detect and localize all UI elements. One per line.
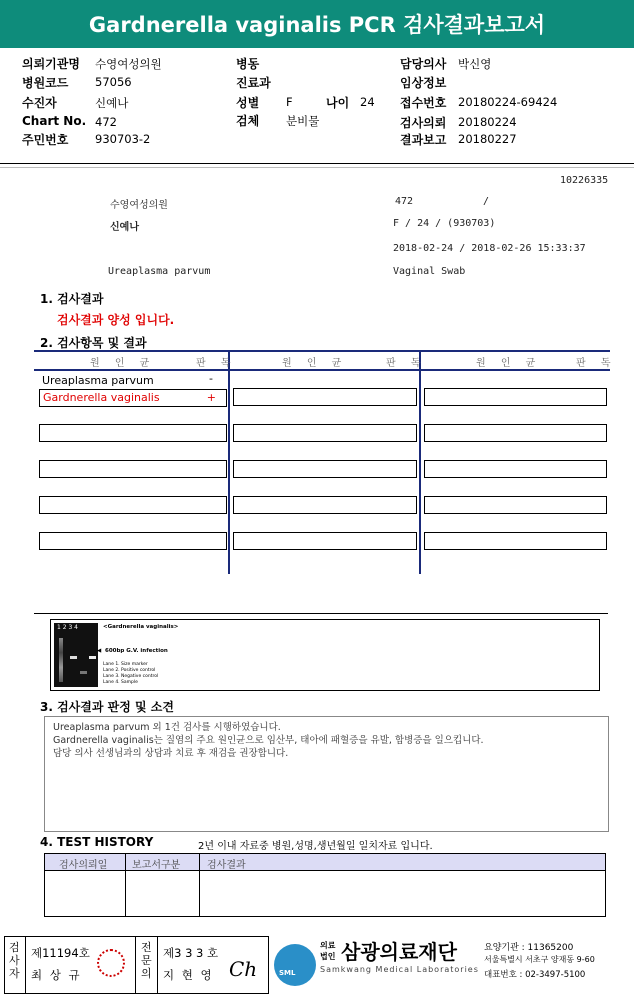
empty-cell xyxy=(424,532,607,550)
confirm-label: 전문의 xyxy=(141,941,152,980)
sml-logo-icon xyxy=(274,944,316,986)
result-name-2: Gardnerella vaginalis xyxy=(43,391,160,404)
empty-cell xyxy=(233,388,417,406)
table-divider-1 xyxy=(228,350,230,574)
inspector-name: 최 상 규 xyxy=(31,968,82,982)
org-prefix-2: 법인 xyxy=(320,952,336,961)
table-top-line xyxy=(34,350,610,352)
meta-sex-age: F / 24 / (930703) xyxy=(393,218,496,229)
section-items-title: 2. 검사항목 및 결과 xyxy=(40,336,147,350)
label-clinic: 의뢰기관명 xyxy=(22,57,80,71)
header-result-2: 판 독 xyxy=(386,358,427,369)
signature-box xyxy=(4,936,269,994)
inspector-no: 제11194호 xyxy=(31,946,90,960)
result-summary: 검사결과 양성 입니다. xyxy=(57,313,175,327)
label-ward: 병동 xyxy=(236,57,260,71)
empty-cell xyxy=(233,532,417,550)
meta-dates: 2018-02-24 / 2018-02-26 15:33:37 xyxy=(393,243,586,254)
header-organism-2: 원 인 균 xyxy=(282,358,348,369)
value-report-date: 20180227 xyxy=(458,132,517,146)
gel-marker-lane xyxy=(59,638,63,682)
gel-electrophoresis-figure xyxy=(50,619,600,691)
header-result-3: 판 독 xyxy=(576,358,617,369)
logo-text: SML xyxy=(279,969,296,977)
header-result-1: 판 독 xyxy=(196,358,237,369)
value-doctor: 박신영 xyxy=(458,57,492,71)
history-divider-1 xyxy=(125,854,126,916)
value-patient: 신예나 xyxy=(95,96,129,110)
value-resident-no: 930703-2 xyxy=(95,132,151,146)
result-value-1: - xyxy=(209,372,213,385)
report-title: Gardnerella vaginalis PCR 검사결과보고서 xyxy=(0,0,634,48)
stamp-divider xyxy=(157,937,158,993)
empty-cell xyxy=(233,424,417,442)
org-code: 요양기관 : 11365200 xyxy=(484,943,574,953)
stamp-divider xyxy=(25,937,26,993)
confirm-name: 지 현 영 xyxy=(163,968,214,982)
signature: Ch xyxy=(229,957,258,981)
opinion-line-3: 담당 의사 선생님과의 상담과 치료 후 재검을 권장합니다. xyxy=(53,748,289,759)
history-col-request: 검사의뢰일 xyxy=(59,860,108,871)
result-name-1: Ureaplasma parvum xyxy=(42,374,154,387)
header-organism-3: 원 인 균 xyxy=(476,358,542,369)
value-request-date: 20180224 xyxy=(458,115,517,129)
meta-slash: / xyxy=(483,196,490,207)
doc-number: 10226335 xyxy=(560,175,609,186)
section-result-title: 1. 검사결과 xyxy=(40,292,104,306)
value-hospital-code: 57056 xyxy=(95,75,132,89)
inspector-label: 검사자 xyxy=(9,941,20,980)
history-divider-2 xyxy=(199,854,200,916)
label-clinical-info: 임상정보 xyxy=(400,76,447,90)
header-divider-2 xyxy=(0,167,634,168)
gel-band xyxy=(89,656,96,659)
label-sex: 성별 xyxy=(236,96,260,110)
gel-image xyxy=(54,623,98,687)
org-name: 삼광의료재단 xyxy=(341,940,457,964)
empty-cell xyxy=(39,496,227,514)
result-value-2: + xyxy=(206,391,216,404)
history-note: 2년 이내 자료중 병원,성명,생년월일 일치자료 입니다. xyxy=(198,841,433,852)
label-request-date: 검사의뢰 xyxy=(400,116,447,130)
opinion-line-2: Gardnerella vaginalis는 질염의 주요 원인균으로 임산부, 태아에 패혈증을 유발, 합병증을 일으킵니다. xyxy=(53,735,484,746)
header-organism-1: 원 인 균 xyxy=(90,358,156,369)
org-address: 서울특별시 서초구 양재동 9-60 xyxy=(484,955,595,964)
value-chart-no: 472 xyxy=(95,115,117,129)
confirm-no: 제3 3 3 호 xyxy=(163,946,219,960)
label-report-date: 결과보고 xyxy=(400,133,447,147)
stamp-divider xyxy=(135,937,136,993)
empty-cell xyxy=(424,424,607,442)
label-patient: 수진자 xyxy=(22,96,57,110)
gel-legend-3: Lane 3. Negative control xyxy=(103,674,159,679)
label-age: 나이 xyxy=(326,96,350,110)
gel-band xyxy=(80,671,87,674)
history-col-result: 검사결과 xyxy=(207,860,246,871)
meta-organism: Ureaplasma parvum xyxy=(108,266,211,277)
empty-cell xyxy=(424,496,607,514)
gel-legend-2: Lane 2. Positive control xyxy=(103,668,156,673)
section-opinion-title: 3. 검사결과 판정 및 소견 xyxy=(40,700,174,714)
meta-patient: 신예나 xyxy=(110,222,139,233)
gel-divider xyxy=(34,613,608,614)
meta-clinic: 수영여성의원 xyxy=(110,200,168,211)
table-divider-2 xyxy=(419,350,421,574)
footer xyxy=(0,934,634,1000)
gel-band xyxy=(70,656,77,659)
value-receipt-no: 20180224-69424 xyxy=(458,95,558,109)
label-chart-no: Chart No. xyxy=(22,114,87,128)
label-hospital-code: 병원코드 xyxy=(22,76,69,90)
gel-title: <Gardnerella vaginalis> xyxy=(103,624,179,630)
meta-chart: 472 xyxy=(395,196,414,207)
empty-cell xyxy=(424,460,607,478)
label-doctor: 담당의사 xyxy=(400,57,447,71)
history-col-type: 보고서구분 xyxy=(132,860,181,871)
value-specimen: 분비물 xyxy=(286,114,320,128)
empty-cell xyxy=(39,424,227,442)
seal-icon xyxy=(97,949,125,977)
gel-legend-1: Lane 1. Size marker xyxy=(103,662,148,667)
gel-legend-4: Lane 4. Sample xyxy=(103,680,138,685)
history-header-row xyxy=(45,854,605,871)
empty-cell xyxy=(233,496,417,514)
value-clinic: 수영여성의원 xyxy=(95,57,162,71)
gel-band-arrow: ◀ xyxy=(97,648,102,654)
org-prefix-1: 의료 xyxy=(320,941,336,950)
label-specimen: 검체 xyxy=(236,114,260,128)
gel-band-label: 600bp G.V. infection xyxy=(105,648,168,654)
section-history-title: 4. TEST HISTORY xyxy=(40,835,154,849)
label-resident-no: 주민번호 xyxy=(22,133,69,147)
opinion-line-1: Ureaplasma parvum 외 1건 검사를 시행하였습니다. xyxy=(53,722,281,733)
org-english-name: Samkwang Medical Laboratories xyxy=(320,965,479,974)
empty-cell xyxy=(424,388,607,406)
gel-lanes: 1 2 3 4 xyxy=(57,624,78,631)
history-table xyxy=(44,853,606,917)
empty-cell xyxy=(39,460,227,478)
meta-specimen: Vaginal Swab xyxy=(393,266,466,277)
value-sex: F xyxy=(286,95,293,109)
org-phone: 대표번호 : 02-3497-5100 xyxy=(484,970,586,980)
result-row-2 xyxy=(39,389,227,407)
value-age: 24 xyxy=(360,95,375,109)
label-department: 진료과 xyxy=(236,76,271,90)
table-header-line xyxy=(34,369,610,371)
empty-cell xyxy=(233,460,417,478)
label-receipt-no: 접수번호 xyxy=(400,96,447,110)
opinion-box xyxy=(44,716,609,832)
header-divider xyxy=(0,163,634,164)
empty-cell xyxy=(39,532,227,550)
